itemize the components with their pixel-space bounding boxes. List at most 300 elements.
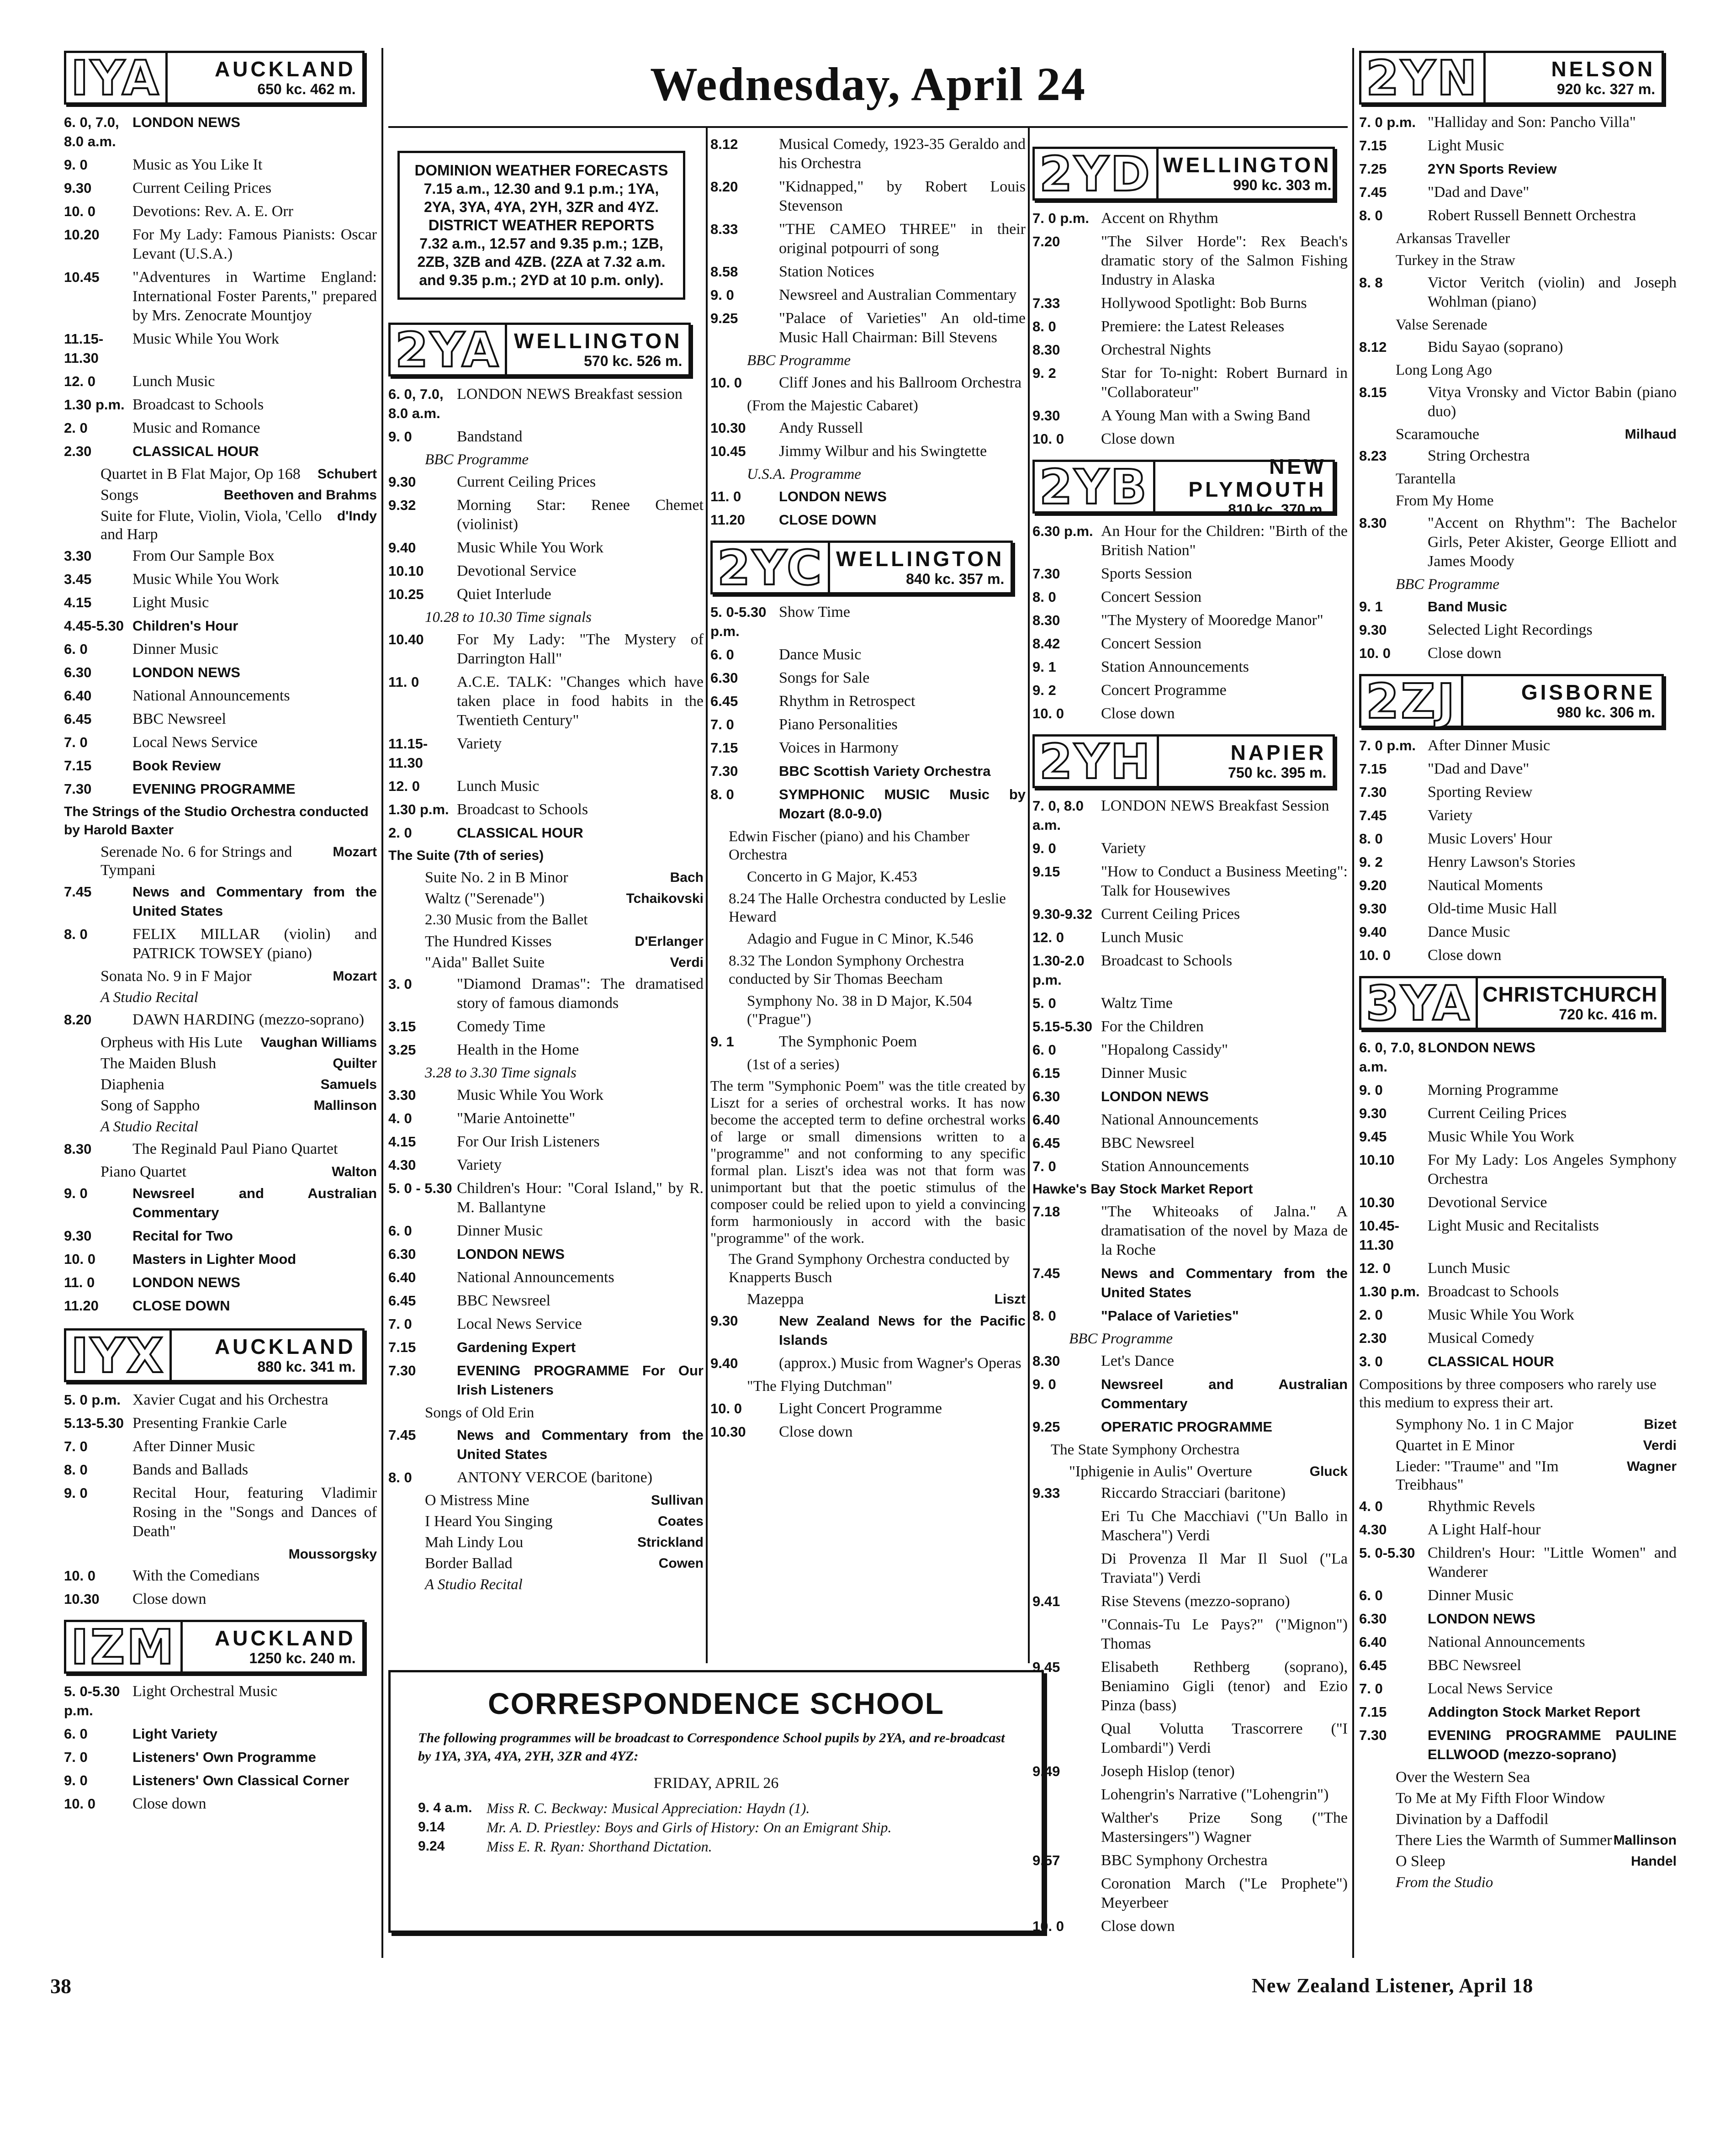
programme-title: With the Comedians xyxy=(132,1567,260,1584)
programme-time: 6.30 xyxy=(388,1246,416,1262)
programme-item xyxy=(1359,1656,1677,1675)
text: Valse Serenade xyxy=(1396,317,1487,333)
frequency: 920 kc. 327 m. xyxy=(1556,81,1656,97)
programme-title: CLOSE DOWN xyxy=(132,1298,230,1314)
correspondence-date: FRIDAY, APRIL 26 xyxy=(653,1775,779,1792)
programme-title: LONDON NEWS xyxy=(1101,1088,1209,1104)
programme-time: 7.30 xyxy=(1359,1727,1387,1743)
city: NELSON xyxy=(1551,57,1656,81)
programme-title: Morning Star: Renee Chemet (violinist) xyxy=(457,497,704,533)
composer: Mallinson xyxy=(1613,1833,1677,1848)
composer: Mozart xyxy=(333,844,377,859)
programme-title: Recital for Two xyxy=(132,1228,233,1244)
programme-title: "Marie Antoinette" xyxy=(457,1110,576,1127)
programme-item xyxy=(1359,1282,1677,1301)
programme-item xyxy=(388,1426,704,1464)
programme-title: Variety xyxy=(1428,807,1473,824)
programme-item xyxy=(1032,430,1348,449)
composer: Gluck xyxy=(1309,1464,1348,1479)
programme-title: Music as You Like It xyxy=(132,156,263,173)
programme-title: Lunch Music xyxy=(1101,929,1184,946)
programme-item xyxy=(1359,1038,1677,1077)
programme-item xyxy=(710,177,1026,216)
programme-title: After Dinner Music xyxy=(132,1438,255,1455)
programme-time: 7.15 xyxy=(388,1339,416,1355)
programme-title: FELIX MILLAR (violin) and PATRICK TOWSEY (piano) xyxy=(132,926,377,962)
programme-title: National Announcements xyxy=(1101,1111,1259,1128)
work-line xyxy=(388,1512,704,1531)
programme-item xyxy=(1359,1305,1677,1325)
column-rule xyxy=(706,128,708,1663)
work-line xyxy=(64,1034,377,1052)
work-title: Border Ballad xyxy=(425,1555,513,1572)
composer: Beethoven and Brahms xyxy=(223,488,377,503)
programme-title: Voices in Harmony xyxy=(779,739,899,756)
programme-time: 8.12 xyxy=(1359,339,1387,355)
programme-time: 11.15-11.30 xyxy=(64,331,104,366)
programme-time: 6. 0, 7.0, 8 a.m. xyxy=(1359,1040,1426,1075)
programme-item xyxy=(1359,806,1677,825)
column-5 xyxy=(1359,48,1677,1895)
work-title: Mah Lindy Lou xyxy=(425,1534,524,1551)
programme-item xyxy=(388,734,704,773)
programme-item xyxy=(64,202,377,221)
programme-time: 9. 2 xyxy=(1032,365,1056,381)
programme-title: Xavier Cugat and his Orchestra xyxy=(132,1391,328,1408)
programme-item xyxy=(388,585,704,604)
programme-item xyxy=(1032,1762,1348,1781)
programme-title: Gardening Expert xyxy=(457,1339,576,1355)
programme-time: 11. 0 xyxy=(64,1274,95,1290)
programme-title: BBC Scottish Variety Orchestra xyxy=(779,763,991,779)
programme-title: "Accent on Rhythm": The Bachelor Girls, Peter Akister, George Elliott and James Moody xyxy=(1428,514,1677,570)
programme-item xyxy=(1032,294,1348,313)
paragraph: The term "Symphonic Poem" was the title created by Liszt for a series of orchestral works. It has now become the accepted term to define orchestral works of large or small dimensions written to a "programme" and not conforming to any specific formal plan. Liszt's idea was not that form was unimportant but that the poetic stimulus of the composer could be relied upon to yield a convincing form harmoniously in accord with the basic "programme" of the work. xyxy=(710,1077,1026,1246)
composer: Strickland xyxy=(637,1535,704,1550)
programme-time: 6. 0 xyxy=(64,1726,88,1742)
programme-time: 9.45 xyxy=(1359,1129,1387,1145)
station-logo-2zj xyxy=(1359,674,1664,728)
programme-time: 8.30 xyxy=(64,1141,92,1157)
programme-time xyxy=(1032,1507,1101,1545)
programme-title: "Palace of Varieties" xyxy=(1101,1308,1239,1324)
programme-time: 7. 0 xyxy=(388,1316,412,1332)
programme-item xyxy=(710,715,1026,734)
call-sign: 2YH xyxy=(1035,737,1159,786)
programme-item xyxy=(1359,1259,1677,1278)
programme-item xyxy=(1359,1151,1677,1189)
programme-title: LONDON NEWS xyxy=(132,114,240,130)
programme-time: 7. 0 xyxy=(64,1749,88,1765)
programme-title: Selected Light Recordings xyxy=(1428,621,1593,638)
programme-item xyxy=(1359,514,1677,571)
programme-time: 6.40 xyxy=(1032,1112,1060,1128)
programme-title: Vitya Vronsky and Victor Babin (piano duo) xyxy=(1428,384,1677,420)
programme-time: 7. 0 p.m. xyxy=(1032,210,1090,226)
programme-item xyxy=(64,442,377,461)
programme-time: 4.15 xyxy=(388,1134,416,1150)
programme-item xyxy=(388,1086,704,1105)
programme-time: 7. 0 p.m. xyxy=(1359,737,1416,753)
weather-box xyxy=(397,151,685,300)
programme-title: "Halliday and Son: Pancho Villa" xyxy=(1428,114,1636,131)
programme-time: 6. 0 xyxy=(1032,1042,1056,1058)
programme-time: 8. 0 xyxy=(1359,831,1383,847)
programme-time: 3.30 xyxy=(64,548,92,564)
text: Tarantella xyxy=(1396,471,1456,487)
programme-title: Light Music xyxy=(1428,137,1504,154)
programme-time: 6. 0, 7.0, 8.0 a.m. xyxy=(388,386,444,421)
programme-title: Mr. A. D. Priestley: Boys and Girls of History: On an Emigrant Ship. xyxy=(487,1819,892,1835)
work-line xyxy=(388,869,704,887)
programme-time: 10.25 xyxy=(388,586,424,602)
programme-time: 10. 0 xyxy=(64,203,95,219)
programme-time: 4. 0 xyxy=(1359,1498,1383,1514)
programme-title: Recital Hour, featuring Vladimir Rosing in the "Songs and Dances of Death" xyxy=(132,1485,377,1540)
programme-item xyxy=(1032,681,1348,700)
programme-time: 6. 0, 7.0, 8.0 a.m. xyxy=(64,114,119,149)
programme-item xyxy=(710,738,1026,758)
programme-title: Eri Tu Che Macchiavi ("Un Ballo in Maschera") Verdi xyxy=(1101,1508,1348,1544)
programme-title: Quiet Interlude xyxy=(457,586,551,603)
page-number: 38 xyxy=(50,1974,71,1998)
programme-time: 9.30-9.32 xyxy=(1032,906,1092,922)
programme-time: 6.40 xyxy=(64,688,92,704)
programme-time: 2. 0 xyxy=(1359,1307,1383,1323)
programme-item xyxy=(388,538,704,557)
programme-title: Dinner Music xyxy=(1428,1587,1514,1604)
programme-item xyxy=(1359,1193,1677,1212)
programme-title: Devotions: Rev. A. E. Orr xyxy=(132,203,293,220)
programme-item xyxy=(64,756,377,775)
programme-title: Star for To-night: Robert Burnard in "Collaborateur" xyxy=(1101,365,1348,401)
programme-time: 2.30 xyxy=(1359,1330,1387,1346)
programme-title: Dance Music xyxy=(1428,923,1510,940)
bbc-note: BBC Programme xyxy=(1069,1331,1173,1347)
programme-time: 1.30 p.m. xyxy=(1359,1283,1420,1299)
programme-time: 9. 2 xyxy=(1359,854,1383,870)
programme-item xyxy=(64,179,377,198)
programme-title: Music While You Work xyxy=(457,1087,603,1103)
programme-title: Music Lovers' Hour xyxy=(1428,830,1552,847)
programme-time: 9.30 xyxy=(710,1313,738,1329)
programme-item xyxy=(1032,634,1348,653)
column-2 xyxy=(388,151,704,1597)
programme-item xyxy=(64,780,377,799)
programme-item xyxy=(388,1017,704,1036)
programme-title: Dinner Music xyxy=(1101,1065,1187,1082)
programme-item xyxy=(64,1390,377,1410)
programme-item xyxy=(64,546,377,566)
text: 8.24 The Halle Orchestra conducted by Leslie Heward xyxy=(729,891,1006,925)
programme-title: Nautical Moments xyxy=(1428,877,1543,894)
composer: Wagner xyxy=(1627,1459,1677,1474)
programme-time: 7. 0 xyxy=(64,734,88,750)
text: "The Flying Dutchman" xyxy=(747,1378,893,1395)
programme-time: 4.45-5.30 xyxy=(64,618,124,634)
programme-time: 8.30 xyxy=(1032,1353,1060,1369)
programme-time: 7.30 xyxy=(710,763,738,779)
programme-title: Close down xyxy=(1428,645,1502,662)
programme-time: 3.15 xyxy=(388,1018,416,1034)
programme-time: 12. 0 xyxy=(388,778,420,794)
programme-title: EVENING PROGRAMME PAULINE ELLWOOD (mezzo-soprano) xyxy=(1428,1727,1677,1762)
programme-item xyxy=(1032,1375,1348,1413)
programme-item xyxy=(388,1132,704,1151)
programme-item xyxy=(1359,159,1677,179)
programme-time: 10.30 xyxy=(64,1591,100,1607)
studio-note: From the Studio xyxy=(1396,1874,1493,1891)
programme-item xyxy=(710,487,1026,506)
programme-time: 9.30 xyxy=(1359,901,1387,917)
programme-item xyxy=(1359,1586,1677,1605)
programme-title: A Light Half-hour xyxy=(1428,1521,1541,1538)
programme-time: 9.25 xyxy=(1032,1419,1060,1435)
programme-time: 7.45 xyxy=(1359,807,1387,823)
programme-title: CLASSICAL HOUR xyxy=(457,825,583,841)
programme-time: 9. 2 xyxy=(1032,682,1056,698)
work-title: Song of Sappho xyxy=(101,1097,200,1114)
programme-time: 9. 0 xyxy=(64,1185,88,1201)
bbc-note: BBC Programme xyxy=(425,451,529,468)
programme-title: Devotional Service xyxy=(457,562,577,579)
station-logo-3ya xyxy=(1359,976,1664,1030)
programme-time: 8.58 xyxy=(710,264,738,280)
city: NAPIER xyxy=(1230,741,1327,764)
work-title: I Heard You Singing xyxy=(425,1513,553,1530)
programme-item xyxy=(1032,928,1348,947)
city: NEW PLYMOUTH xyxy=(1188,455,1327,501)
programme-title: For Our Irish Listeners xyxy=(457,1133,600,1150)
programme-time: 8.30 xyxy=(1032,342,1060,358)
correspondence-school-box xyxy=(388,1670,1044,1933)
station-logo-2yh xyxy=(1032,734,1335,788)
programme-time: 6.45 xyxy=(1032,1135,1060,1151)
programme-time: 9. 0 xyxy=(1032,840,1056,856)
programme-title: Music While You Work xyxy=(1428,1128,1574,1145)
programme-time: 11.15-11.30 xyxy=(388,736,428,771)
programme-item xyxy=(64,1724,377,1744)
work-line xyxy=(388,1533,704,1552)
programme-title: "How to Conduct a Business Meeting": Talk for Housewives xyxy=(1101,863,1348,899)
programme-time: 7.15 xyxy=(1359,761,1387,777)
programme-item xyxy=(64,225,377,264)
programme-item xyxy=(388,800,704,819)
programme-item xyxy=(1359,644,1677,663)
programme-time: 9.30 xyxy=(388,474,416,490)
programme-time: 10.45 xyxy=(64,269,100,285)
programme-item xyxy=(1032,839,1348,858)
programme-time: 6. 0 xyxy=(1359,1587,1383,1603)
programme-time: 7. 0, 8.0 a.m. xyxy=(1032,798,1084,833)
programme-time: 5. 0 xyxy=(1032,995,1056,1011)
programme-time: 12. 0 xyxy=(1032,929,1064,945)
programme-title: Old-time Music Hall xyxy=(1428,900,1557,917)
programme-title: Close down xyxy=(779,1423,853,1440)
programme-title: New Zealand News for the Pacific Islands xyxy=(779,1313,1026,1348)
programme-title: For My Lady: "The Mystery of Darrington Hall" xyxy=(457,631,704,667)
programme-time: 5. 0-5.30 xyxy=(1359,1545,1415,1561)
work-line xyxy=(64,843,377,880)
composer: Bizet xyxy=(1644,1417,1677,1432)
programme-item xyxy=(64,616,377,636)
programme-time: 10. 0 xyxy=(64,1568,95,1584)
composer: Handel xyxy=(1630,1854,1677,1869)
work-line xyxy=(1359,1789,1677,1808)
programme-title: Orchestral Nights xyxy=(1101,341,1211,358)
programme-item xyxy=(1032,317,1348,336)
programme-title: Concert Session xyxy=(1101,589,1202,605)
work-title: Sonata No. 9 in F Major xyxy=(101,968,252,985)
programme-item xyxy=(388,1179,704,1217)
programme-item xyxy=(1359,783,1677,802)
programme-title: CLASSICAL HOUR xyxy=(132,443,259,459)
programme-time: 8. 0 xyxy=(64,926,88,942)
programme-item xyxy=(1032,522,1348,560)
text: The State Symphony Orchestra xyxy=(1051,1442,1240,1458)
programme-title: 2YN Sports Review xyxy=(1428,161,1557,177)
programme-title: "Diamond Dramas": The dramatised story of famous diamonds xyxy=(457,976,704,1012)
programme-item xyxy=(388,1338,704,1357)
programme-item xyxy=(710,1032,1026,1051)
programme-time: 8.33 xyxy=(710,221,738,237)
programme-item xyxy=(388,975,704,1013)
work-line xyxy=(1032,1463,1348,1481)
weather-heading: DOMINION WEATHER FORECASTS xyxy=(414,162,668,179)
composer: Vaughan Williams xyxy=(260,1035,377,1050)
programme-time: 10.40 xyxy=(388,631,424,647)
programme-item xyxy=(388,1291,704,1310)
programme-time xyxy=(1032,1615,1101,1654)
programme-title: Light Concert Programme xyxy=(779,1400,942,1417)
programme-item xyxy=(1359,1609,1677,1628)
frequency: 720 kc. 416 m. xyxy=(1559,1006,1657,1023)
programme-time: 9. 0 xyxy=(1032,1376,1056,1392)
programme-title: Accent on Rhythm xyxy=(1101,210,1218,227)
programme-item xyxy=(1032,1592,1348,1611)
programme-item xyxy=(1032,564,1348,583)
programme-time: 9.57 xyxy=(1032,1852,1060,1868)
programme-time: 10.20 xyxy=(64,227,100,243)
programme-item xyxy=(1359,1081,1677,1100)
programme-title: Music and Romance xyxy=(132,419,260,436)
programme-item xyxy=(710,668,1026,688)
programme-item xyxy=(1032,1549,1348,1588)
programme-time: 9.15 xyxy=(1032,864,1060,880)
programme-time: 7. 0 xyxy=(1032,1158,1056,1174)
programme-time: 6.30 p.m. xyxy=(1032,523,1093,539)
frequency: 840 kc. 357 m. xyxy=(906,571,1005,587)
programme-time: 3. 0 xyxy=(388,976,412,992)
programme-time: 9.30 xyxy=(1359,622,1387,638)
usa-note: U.S.A. Programme xyxy=(747,466,861,483)
programme-time: 7.30 xyxy=(388,1363,416,1379)
work-title: Diaphenia xyxy=(101,1076,164,1093)
column-1 xyxy=(64,48,377,1818)
text: The Grand Symphony Orchestra conducted by Knapperts Busch xyxy=(729,1251,1010,1286)
correspondence-row xyxy=(418,1837,1014,1856)
programme-title: Musical Comedy xyxy=(1428,1330,1535,1347)
programme-time: 4.15 xyxy=(64,594,92,610)
programme-title: For My Lady: Los Angeles Symphony Orchestra xyxy=(1428,1151,1677,1188)
programme-item xyxy=(1032,1040,1348,1060)
frequency: 880 kc. 341 m. xyxy=(257,1358,356,1375)
programme-item xyxy=(1359,446,1677,466)
text: Arkansas Traveller xyxy=(1396,230,1510,247)
programme-time: 9.30 xyxy=(64,180,92,196)
programme-item xyxy=(388,1156,704,1175)
programme-time: 9. 0 xyxy=(1359,1082,1383,1098)
text: Symphony No. 38 in D Major, K.504 ("Prague") xyxy=(747,993,972,1028)
programme-title: EVENING PROGRAMME xyxy=(132,781,296,797)
programme-item xyxy=(1359,876,1677,895)
programme-item xyxy=(710,692,1026,711)
programme-time: 10. 0 xyxy=(64,1796,95,1812)
programme-title: Local News Service xyxy=(132,734,258,751)
correspondence-intro: The following programmes will be broadcast to Correspondence School pupils by 2YA, and re-broadcast by 1YA, 3YA, 4YA, 2YH, 3ZR and 4YZ: xyxy=(418,1730,1005,1764)
work-line xyxy=(388,1554,704,1573)
programme-title: LONDON NEWS xyxy=(779,488,887,504)
programme-title: Newsreel and Australian Commentary xyxy=(132,1185,377,1220)
programme-time: 8.20 xyxy=(64,1012,92,1028)
programme-title: Robert Russell Bennett Orchestra xyxy=(1428,207,1636,224)
programme-time: 2. 0 xyxy=(388,825,412,841)
text: Long Long Ago xyxy=(1396,362,1492,378)
programme-title: BBC Newsreel xyxy=(1428,1657,1521,1674)
frequency: 570 kc. 526 m. xyxy=(584,353,683,369)
programme-title: National Announcements xyxy=(132,687,290,704)
programme-time: 9.25 xyxy=(710,310,738,326)
programme-title: DAWN HARDING (mezzo-soprano) xyxy=(132,1011,365,1028)
programme-title: Coronation March ("Le Prophete") Meyerbeer xyxy=(1101,1875,1348,1911)
programme-time: 11. 0 xyxy=(388,674,419,690)
programme-item xyxy=(388,673,704,730)
programme-item xyxy=(710,1399,1026,1418)
call-sign: IZM xyxy=(66,1622,183,1671)
correspondence-row xyxy=(418,1798,1014,1818)
work-title: Songs xyxy=(101,487,139,504)
programme-time: 5. 0 p.m. xyxy=(64,1392,121,1408)
station-logo-1zm xyxy=(64,1620,365,1674)
programme-title: Music While You Work xyxy=(1428,1306,1574,1323)
programme-time: 9.40 xyxy=(388,540,416,556)
programme-item xyxy=(710,262,1026,281)
programme-time: 6.45 xyxy=(64,711,92,727)
programme-item xyxy=(1032,1484,1348,1503)
city: AUCKLAND xyxy=(214,57,356,81)
programme-time: 8.12 xyxy=(710,136,738,152)
programme-item xyxy=(1359,136,1677,155)
programme-time: 4.30 xyxy=(1359,1522,1387,1538)
composer: Schubert xyxy=(317,467,377,482)
programme-title: Broadcast to Schools xyxy=(457,801,588,818)
work-line xyxy=(64,1055,377,1073)
programme-title: BBC Newsreel xyxy=(457,1292,550,1309)
work-line xyxy=(388,890,704,908)
programme-item xyxy=(1359,1520,1677,1539)
programme-item xyxy=(64,710,377,729)
programme-title: Music While You Work xyxy=(457,539,603,556)
programme-title: Miss R. C. Beckway: Musical Appreciation: Haydn (1). xyxy=(487,1800,810,1816)
programme-title: Listeners' Own Programme xyxy=(132,1749,316,1765)
programme-item xyxy=(64,1794,377,1814)
city: WELLINGTON xyxy=(1163,153,1332,177)
column-4 xyxy=(1032,144,1348,1940)
programme-time: 7.18 xyxy=(1032,1204,1060,1220)
programme-title: Local News Service xyxy=(1428,1680,1553,1697)
text: Compositions by three composers who rarely use this medium to express their art. xyxy=(1359,1376,1657,1411)
programme-title: Sporting Review xyxy=(1428,784,1533,801)
